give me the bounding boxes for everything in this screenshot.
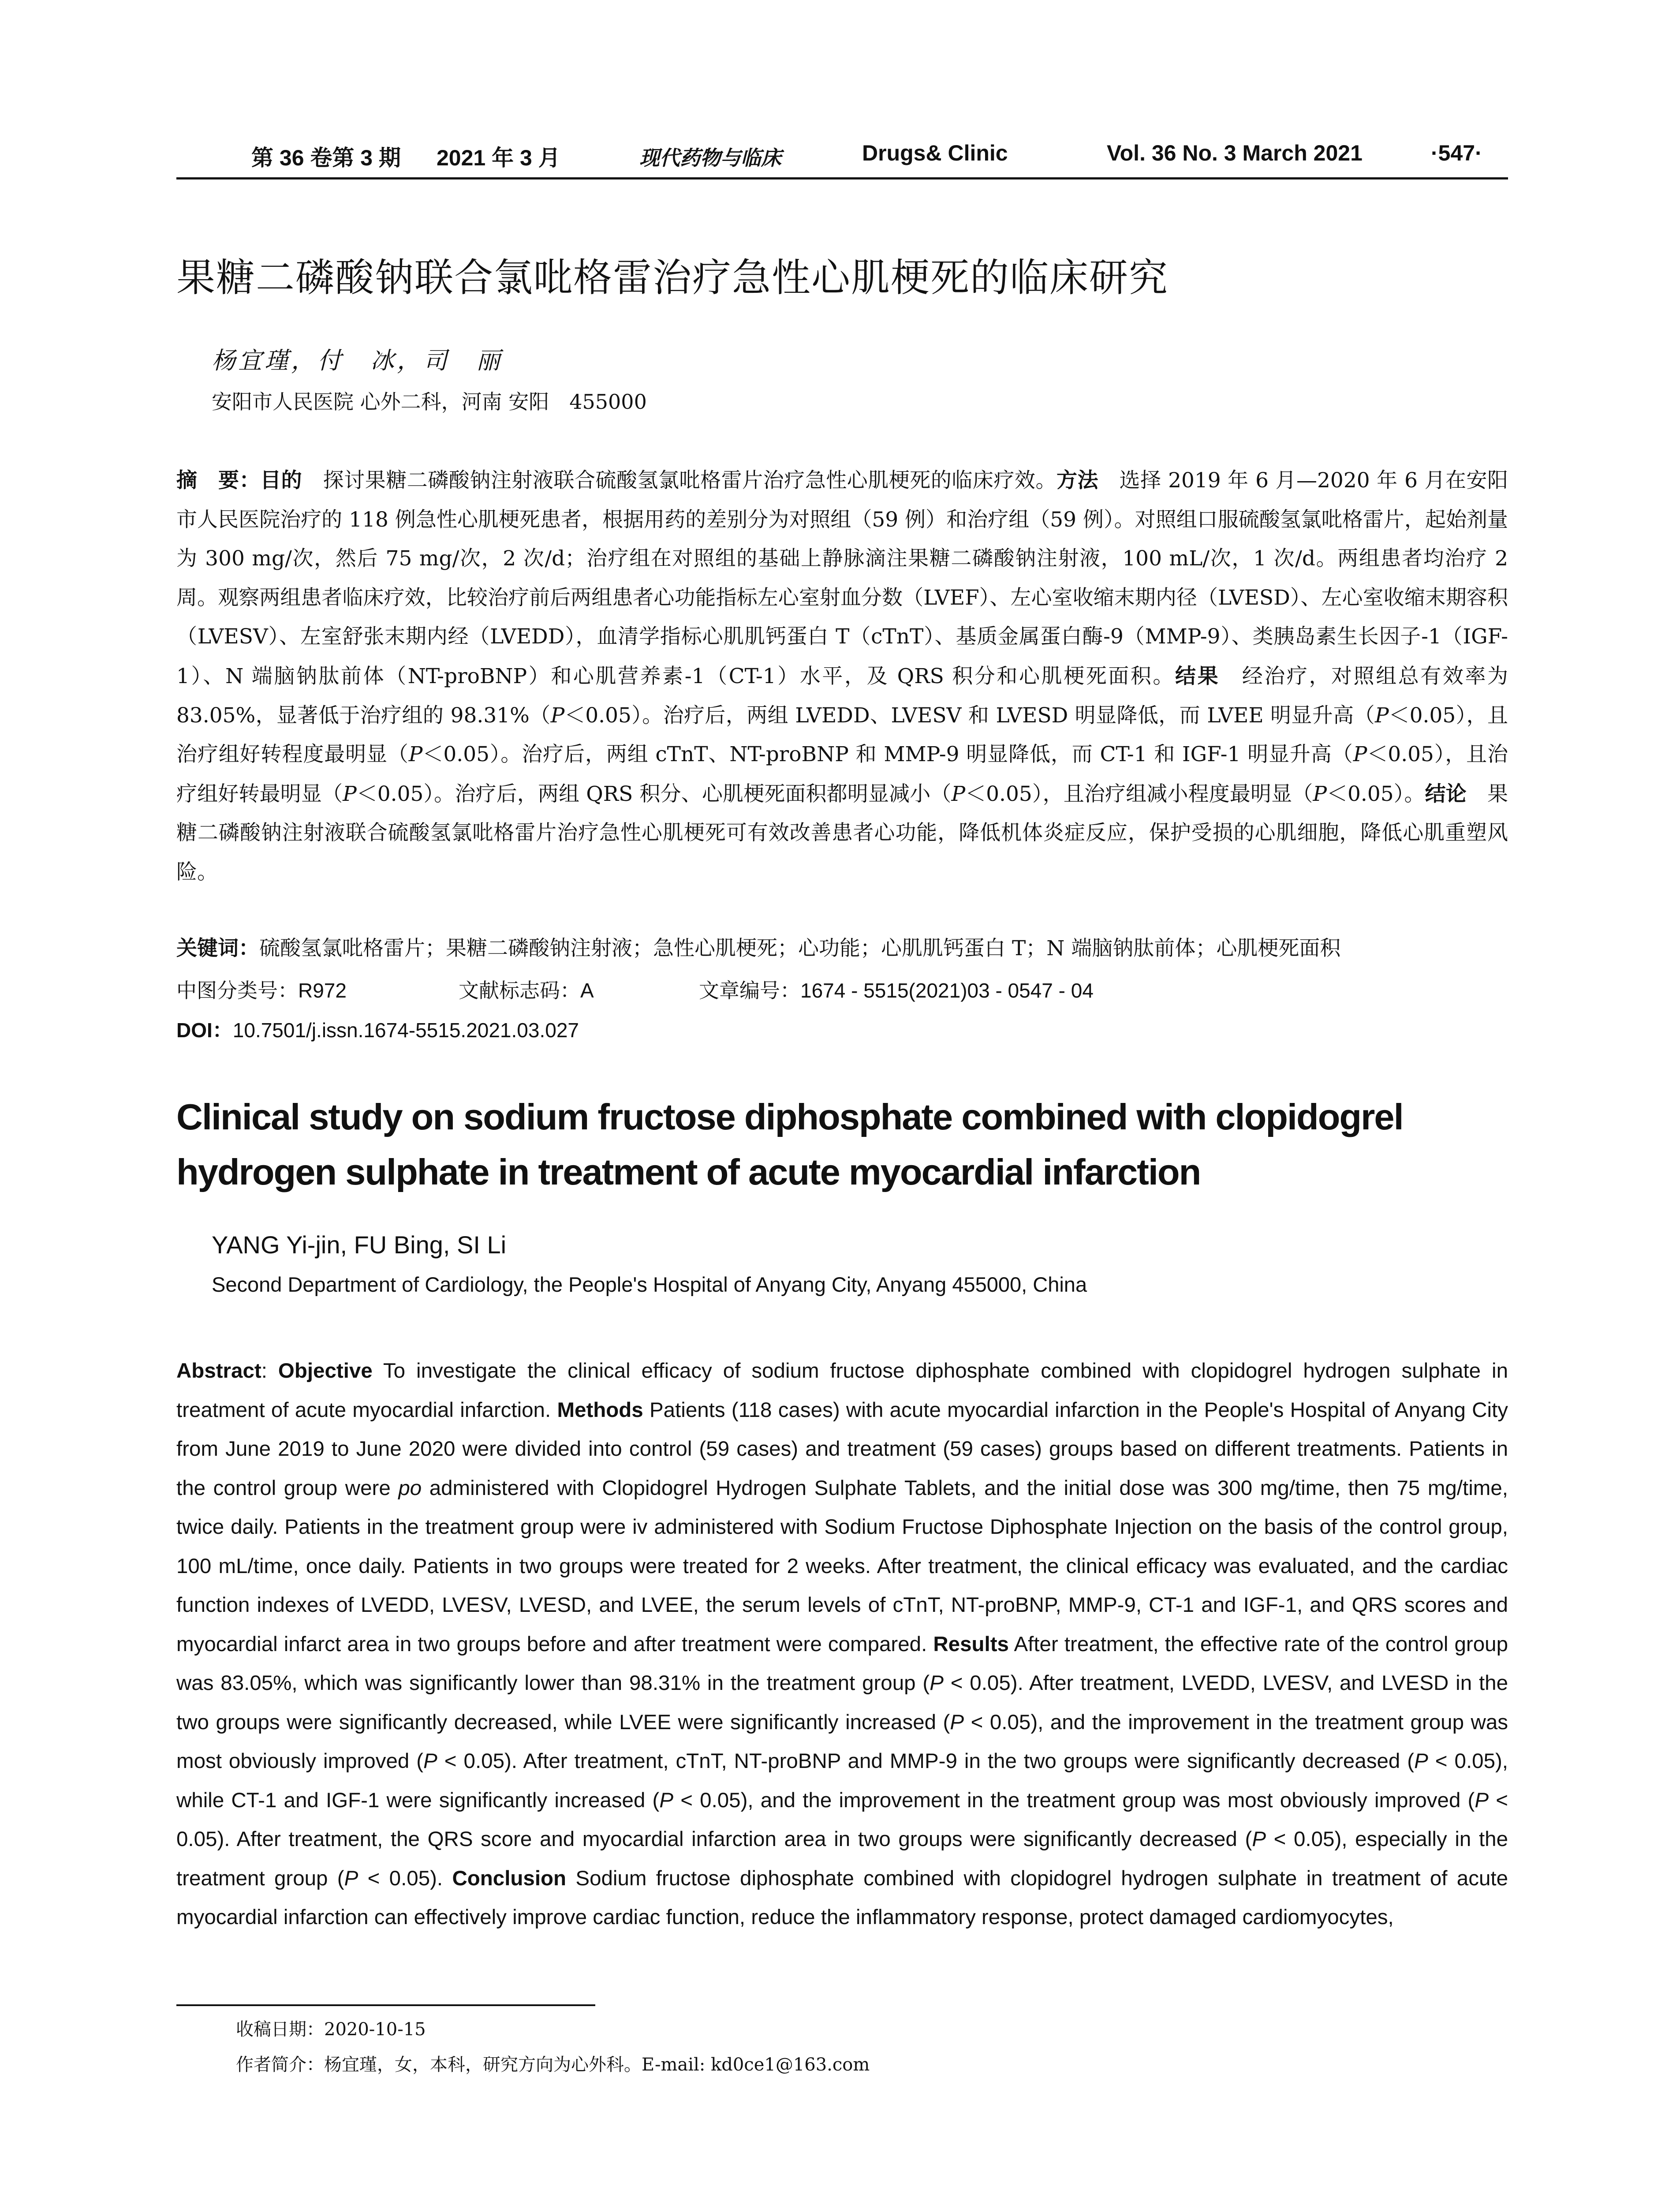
footnote-rule bbox=[176, 2004, 595, 2006]
abstract-en-label: Abstract bbox=[176, 1359, 261, 1383]
p-value-symbol: P bbox=[951, 781, 966, 806]
results-text-cn: ＜0.05）。治疗后，两组 cTnT、NT-proBNP 和 MMP-9 明显降低，而 CT-1 和 IGF-1 明显升高（ bbox=[422, 742, 1353, 767]
p-value-symbol: P bbox=[1313, 781, 1327, 806]
results-text-en: < 0.05). After treatment, LVEDD, LVESV, and LVESD in the two groups were significantly decreased, while LVEE were significantly increased ( bbox=[176, 1671, 1508, 1734]
methods-text-cn: 选择 2019 年 6 月—2020 年 6 月在安阳市人民医院治疗的 118 例急性心肌梗死患者，根据用药的差别分为对照组（59 例）和治疗组（59 例）。对照组口服硫酸氢氯吡格雷片，起始剂量为 300 mg/次，然后 75 mg/次，2 次/d；治疗组在对照组的基础上静脉滴注果糖二磷酸钠注射液，100 mL/次，1 次/d。两组患者均治疗 2 周。观察两组患者临床疗效，比较治疗前后两组患者心功能指标左心室射血分数（LVEF）、左心室收缩末期内径（LVESD）、左心室收缩末期容积（LVESV）、左室舒张末期内经（LVEDD），血清学指标心肌肌钙蛋白 T（cTnT）、基质金属蛋白酶-9（MMP-9）、类胰岛素生长因子-1（IGF-1）、N 端脑钠肽前体（NT-proBNP）和心肌营养素-1（CT-1）水平，及 QRS 积分和心肌梗死面积。 bbox=[176, 468, 1508, 688]
conclusion-label-en: Conclusion bbox=[452, 1866, 567, 1890]
doi-label: DOI： bbox=[176, 1019, 233, 1042]
p-value-symbol: P bbox=[930, 1671, 944, 1695]
p-value-symbol: P bbox=[1375, 703, 1389, 728]
footnote-author-bio: 作者简介：杨宜瑾，女，本科，研究方向为心外科。E-mail: kd0ce1@163.com bbox=[236, 2055, 870, 2075]
document-code: 文献标志码：A bbox=[459, 979, 594, 1002]
abstract-cn bbox=[176, 461, 1508, 892]
article-title-cn: 果糖二磷酸钠联合氯吡格雷治疗急性心肌梗死的临床研究 bbox=[176, 256, 1169, 299]
objective-label-cn: 目的 bbox=[260, 468, 302, 492]
results-text-en: < 0.05), while CT-1 and IGF-1 were significantly increased ( bbox=[176, 1749, 1508, 1812]
methods-label-cn: 方法 bbox=[1056, 468, 1099, 492]
results-text-cn: 经治疗，对照组总有效率为 83.05%，显著低于治疗组的 98.31%（ bbox=[176, 664, 1508, 728]
results-label-en: Results bbox=[933, 1632, 1009, 1656]
results-text-en: < 0.05). After treatment, cTnT, NT-proBNP and MMP-9 in the two groups were significantly decreased ( bbox=[437, 1749, 1415, 1773]
classification-line bbox=[176, 975, 1508, 1001]
p-value-symbol: P bbox=[550, 703, 565, 728]
results-text-en: After treatment, the effective rate of the control group was 83.05%, which was significantly lower than 98.31% in the treatment group ( bbox=[176, 1632, 1508, 1695]
po-italic: po bbox=[398, 1476, 422, 1500]
results-text-cn: ＜0.05），且治疗组减小程度最明显（ bbox=[965, 781, 1313, 806]
keywords-cn bbox=[176, 935, 1508, 962]
results-text-en: < 0.05), and the improvement in the treatment group was most obviously improved ( bbox=[673, 1788, 1475, 1812]
keywords-text-cn: 硫酸氢氯吡格雷片；果糖二磷酸钠注射液；急性心肌梗死；心功能；心肌肌钙蛋白 T；N 端脑钠肽前体；心肌梗死面积 bbox=[259, 936, 1341, 960]
authors-en: YANG Yi-jin, FU Bing, SI Li bbox=[212, 1231, 507, 1259]
header-page-number: ·547· bbox=[1431, 141, 1482, 165]
results-text-en: < 0.05), and the improvement in the treatment group was most obviously improved ( bbox=[176, 1710, 1508, 1773]
p-value-symbol: P bbox=[1414, 1749, 1428, 1773]
results-text-cn: ＜0.05），且治疗组好转程度最明显（ bbox=[176, 703, 1508, 767]
p-value-symbol: P bbox=[1353, 742, 1367, 767]
p-value-symbol: P bbox=[659, 1788, 674, 1812]
results-text-en: < 0.05), especially in the treatment group ( bbox=[176, 1828, 1508, 1890]
abstract-en-colon: : bbox=[261, 1359, 278, 1383]
methods-text-en: Patients (118 cases) with acute myocardial infarction in the People's Hospital of Anyang City from June 2019 to June 2020 were divided into control (59 cases) and treatment (59 cases) groups based on different treatments. Patients in the control group were bbox=[176, 1398, 1508, 1500]
clc-number: 中图分类号：R972 bbox=[176, 979, 347, 1002]
objective-text-cn: 探讨果糖二磷酸钠注射液联合硫酸氢氯吡格雷片治疗急性心肌梗死的临床疗效。 bbox=[302, 468, 1057, 493]
header-journal-en: Drugs& Clinic bbox=[862, 141, 1008, 165]
article-title-en: Clinical study on sodium fructose diphosphate combined with clopidogrel hydrogen sulphate in treatment of acute myocardial infarction bbox=[176, 1096, 1403, 1192]
results-text-cn: ＜0.05），且治疗组好转最明显（ bbox=[176, 742, 1508, 806]
running-header bbox=[176, 140, 1508, 176]
methods-label-en: Methods bbox=[557, 1398, 643, 1422]
abstract-cn-label: 摘 要： bbox=[176, 468, 261, 492]
objective-label-en: Objective bbox=[278, 1359, 373, 1383]
header-rule bbox=[176, 177, 1508, 179]
authors-cn: 杨宜瑾，付 冰，司 丽 bbox=[212, 347, 503, 374]
header-volume-en: Vol. 36 No. 3 March 2021 bbox=[1107, 141, 1363, 165]
p-value-symbol: P bbox=[1475, 1788, 1489, 1812]
abstract-en bbox=[176, 1352, 1508, 1937]
results-text-en: < 0.05). bbox=[358, 1866, 452, 1890]
header-date-cn: 2021 年 3 月 bbox=[437, 146, 560, 170]
p-value-symbol: P bbox=[408, 742, 423, 767]
doi-value[interactable]: 10.7501/j.issn.1674-5515.2021.03.027 bbox=[232, 1019, 579, 1042]
results-text-en: < 0.05). After treatment, the QRS score and myocardial infarction area in two groups were significantly decreased ( bbox=[176, 1788, 1508, 1851]
results-text-cn: ＜0.05）。 bbox=[1327, 781, 1425, 806]
conclusion-label-cn: 结论 bbox=[1425, 781, 1467, 805]
doi-line bbox=[176, 1014, 1508, 1043]
results-label-cn: 结果 bbox=[1175, 664, 1220, 688]
p-value-symbol: P bbox=[343, 781, 357, 806]
objective-text-en: To investigate the clinical efficacy of sodium fructose diphosphate combined with clopidogrel hydrogen sulphate in treatment of acute myocardial infarction. bbox=[176, 1359, 1508, 1422]
results-text-cn: ＜0.05）。治疗后，两组 QRS 积分、心肌梗死面积都明显减小（ bbox=[356, 781, 952, 806]
footnote-received-date: 收稿日期：2020-10-15 bbox=[236, 2019, 426, 2040]
p-value-symbol: P bbox=[344, 1866, 358, 1890]
p-value-symbol: P bbox=[950, 1710, 964, 1734]
affiliation-en: Second Department of Cardiology, the People's Hospital of Anyang City, Anyang 455000, China bbox=[212, 1273, 1087, 1296]
conclusion-text-cn: 果糖二磷酸钠注射液联合硫酸氢氯吡格雷片治疗急性心肌梗死可有效改善患者心功能，降低机体炎症反应，保护受损的心肌细胞，降低心肌重塑风险。 bbox=[176, 781, 1508, 884]
keywords-label-cn: 关键词： bbox=[176, 936, 259, 960]
methods-text-en: administered with Clopidogrel Hydrogen Sulphate Tablets, and the initial dose was 300 mg/time, then 75 mg/time, twice daily. Patients in the treatment group were iv administered with Sodium Fructose Diphosphate Injection on the basis of the control group, 100 mL/time, once daily. Patients in two groups were treated for 2 weeks. After treatment, the clinical efficacy was evaluated, and the cardiac function indexes of LVEDD, LVESV, LVESD, and LVEE, the serum levels of cTnT, NT-proBNP, MMP-9, CT-1 and IGF-1, and QRS scores and myocardial infarct area in two groups before and after treatment were compared. bbox=[176, 1476, 1508, 1656]
p-value-symbol: P bbox=[1252, 1828, 1266, 1851]
affiliation-cn: 安阳市人民医院 心外二科，河南 安阳 455000 bbox=[212, 390, 647, 414]
results-text-cn: ＜0.05）。治疗后，两组 LVEDD、LVESV 和 LVESD 明显降低，而 LVEE 明显升高（ bbox=[564, 703, 1375, 728]
header-volume-cn: 第 36 卷第 3 期 bbox=[251, 146, 401, 170]
article-number: 文章编号：1674 - 5515(2021)03 - 0547 - 04 bbox=[699, 979, 1094, 1002]
conclusion-text-en: Sodium fructose diphosphate combined with clopidogrel hydrogen sulphate in treatment of acute myocardial infarction can effectively improve cardiac function, reduce the inflammatory response, protect damaged cardiomyocytes, bbox=[176, 1866, 1508, 1929]
header-journal-cn: 现代药物与临床 bbox=[639, 146, 781, 170]
p-value-symbol: P bbox=[423, 1749, 437, 1773]
